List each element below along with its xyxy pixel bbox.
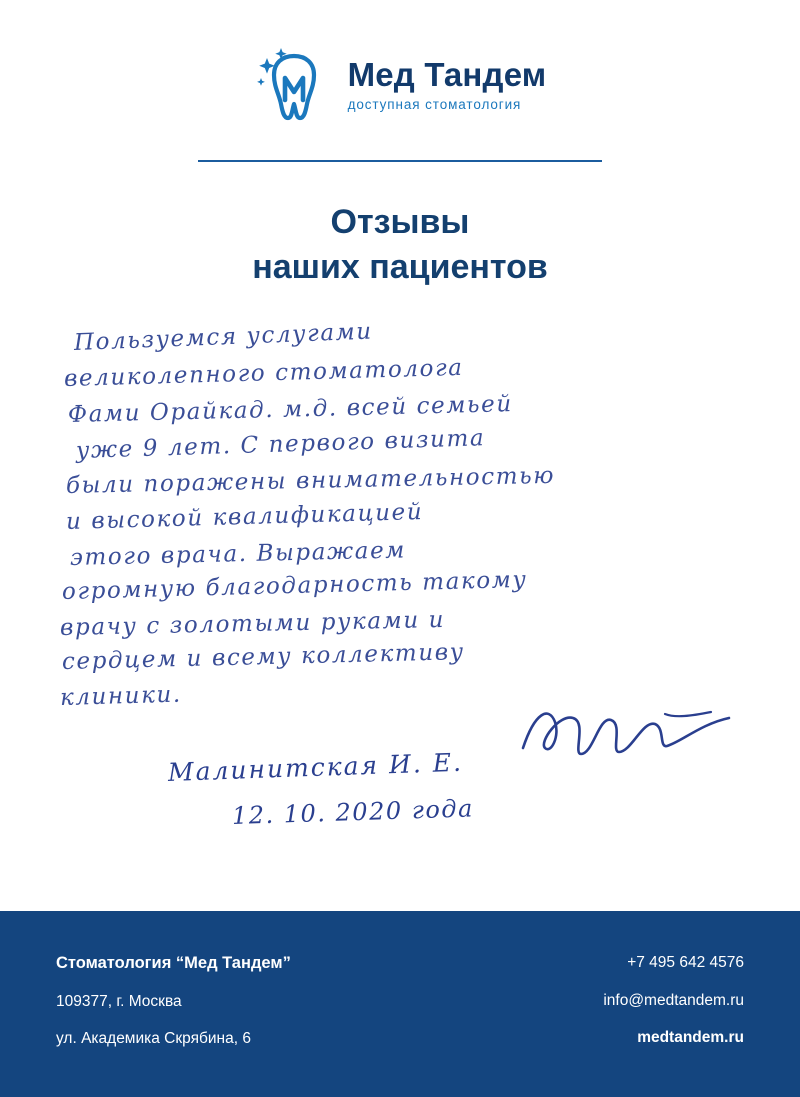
header-divider-wrap [0, 160, 800, 162]
footer-address-block [56, 955, 291, 1069]
footer-contacts-block [603, 955, 744, 1069]
page-title-line2: наших пациентов [252, 248, 548, 287]
review-line: клиники. [59, 682, 183, 712]
page-title-line1: Отзывы [330, 203, 470, 241]
footer-website[interactable]: medtandem.ru [637, 1029, 744, 1046]
review-line: великолепного стоматолога [63, 355, 464, 393]
signature-date: 12. 10. 2020 года [231, 794, 475, 831]
footer-clinic-name: Стоматология “Мед Тандем” [56, 954, 291, 972]
footer-email[interactable]: info@medtandem.ru [603, 991, 744, 1009]
page-title [0, 200, 800, 290]
signature-scribble-icon [515, 702, 745, 768]
review-line: уже 9 лет. С первого визита [75, 425, 486, 465]
review-line: этого врача. Выражаем [69, 537, 407, 572]
review-line: и высокой квалификацией [65, 499, 424, 536]
brand-logo [254, 42, 547, 124]
review-line: Фами Орайкад. м.д. всей семьей [67, 391, 514, 429]
footer-street: ул. Академика Скрябина, 6 [56, 1030, 251, 1047]
review-line: были поражены внимательностью [65, 463, 556, 500]
review-line: Пользуемся услугами [73, 318, 374, 357]
brand-text [348, 54, 547, 113]
brand-name: Мед Тандем [347, 55, 547, 93]
review-line: врачу с золотыми руками и [59, 607, 446, 642]
header-divider [198, 160, 602, 162]
review-line: огромную благодарность такому [61, 567, 528, 606]
tooth-icon [254, 42, 332, 124]
document-header [0, 0, 800, 124]
document-footer [0, 911, 800, 1097]
footer-city: 109377, г. Москва [56, 992, 182, 1010]
footer-content [0, 911, 800, 1069]
footer-phone[interactable]: +7 495 642 4576 [627, 954, 744, 971]
signature-name: Малинитская И. Е. [167, 748, 464, 788]
review-line: сердцем и всему коллективу [61, 639, 465, 676]
brand-tagline: доступная стоматология [347, 97, 522, 113]
